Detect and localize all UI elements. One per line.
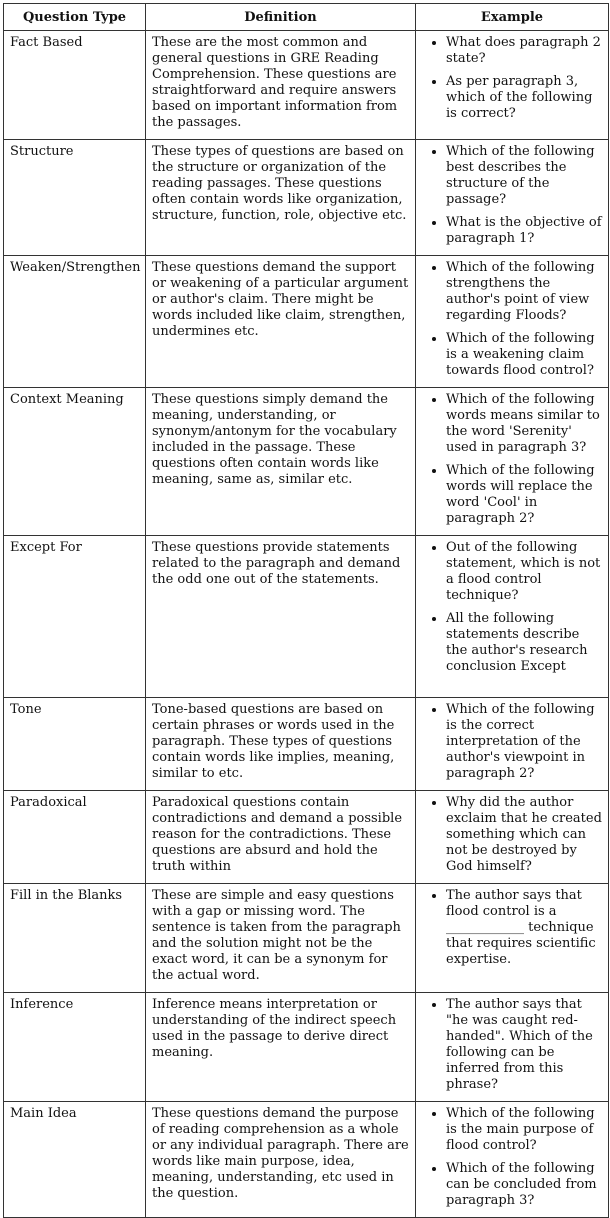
question-type-cell: Context Meaning: [4, 388, 146, 536]
example-item: • Which of the following can be concluded from paragraph 3?: [446, 1161, 602, 1209]
table-row: [4, 1102, 609, 1218]
example-item: • Which of the following is the main purpose of flood control?: [446, 1106, 602, 1154]
example-item: • As per paragraph 3, which of the following is correct?: [446, 74, 602, 122]
example-item: • What does paragraph 2 state?: [446, 35, 602, 67]
example-item: • Out of the following statement, which is not a flood control technique?: [446, 540, 602, 604]
example-cell: [416, 140, 609, 256]
question-type-cell: Except For: [4, 536, 146, 698]
definition-cell: Tone-based questions are based on certain phrases or words used in the paragraph. These types of questions contain words like implies, meaning, similar to etc.: [146, 698, 416, 791]
header-row: [4, 4, 609, 31]
example-item: • Which of the following strengthens the author's point of view regarding Floods?: [446, 260, 602, 324]
definition-cell: These questions demand the support or weakening of a particular argument or author's claim. There might be words included like claim, strengthen, undermines etc.: [146, 256, 416, 388]
question-type-cell: Fill in the Blanks: [4, 884, 146, 993]
example-item: • Which of the following is the correct interpretation of the author's viewpoint in paragraph 2?: [446, 702, 602, 782]
definition-cell: Paradoxical questions contain contradictions and demand a possible reason for the contradictions. These questions are absurd and hold the truth within: [146, 791, 416, 884]
example-cell: [416, 1102, 609, 1218]
table-row: [4, 791, 609, 884]
header-definition: Definition: [146, 4, 416, 31]
example-cell: [416, 388, 609, 536]
example-item: • Which of the following is a weakening claim towards flood control?: [446, 331, 602, 379]
question-type-cell: Weaken/Strengthen: [4, 256, 146, 388]
example-cell: [416, 884, 609, 993]
example-cell: [416, 698, 609, 791]
table-row: [4, 388, 609, 536]
example-cell: [416, 256, 609, 388]
table-row: [4, 140, 609, 256]
definition-cell: These questions provide statements related to the paragraph and demand the odd one out of the statements.: [146, 536, 416, 698]
table-row: [4, 536, 609, 698]
definition-cell: These types of questions are based on the structure or organization of the reading passages. These questions often contain words like organization, structure, function, role, objective etc.: [146, 140, 416, 256]
definition-cell: These questions simply demand the meaning, understanding, or synonym/antonym for the vocabulary included in the passage. These questions often contain words like meaning, same as, similar etc.: [146, 388, 416, 536]
question-type-cell: Fact Based: [4, 31, 146, 140]
example-item: • The author says that "he was caught red-handed". Which of the following can be inferred from this phrase?: [446, 997, 602, 1093]
example-item: • What is the objective of paragraph 1?: [446, 215, 602, 247]
definition-cell: These questions demand the purpose of reading comprehension as a whole or any individual paragraph. There are words like main purpose, idea, meaning, understanding, etc used in the question.: [146, 1102, 416, 1218]
example-cell: [416, 791, 609, 884]
example-item: • Which of the following best describes the structure of the passage?: [446, 144, 602, 208]
example-cell: [416, 993, 609, 1102]
example-item: • The author says that flood control is a ____________ technique that requires scientific expertise.: [446, 888, 602, 968]
example-item: • Which of the following words will replace the word 'Cool' in paragraph 2?: [446, 463, 602, 527]
question-type-cell: Inference: [4, 993, 146, 1102]
example-item: • Why did the author exclaim that he created something which can not be destroyed by God himself?: [446, 795, 602, 875]
question-types-table: [3, 3, 609, 1218]
example-cell: [416, 31, 609, 140]
header-question-type: Question Type: [4, 4, 146, 31]
question-type-cell: Structure: [4, 140, 146, 256]
table-row: [4, 993, 609, 1102]
example-item: • Which of the following words means similar to the word 'Serenity' used in paragraph 3?: [446, 392, 602, 456]
table-row: [4, 884, 609, 993]
question-type-cell: Paradoxical: [4, 791, 146, 884]
table-row: [4, 698, 609, 791]
header-example: Example: [416, 4, 609, 31]
example-item: • All the following statements describe the author's research conclusion Except: [446, 611, 602, 675]
definition-cell: These are the most common and general questions in GRE Reading Comprehension. These questions are straightforward and require answers based on important information from the passages.: [146, 31, 416, 140]
example-cell: [416, 536, 609, 698]
definition-cell: These are simple and easy questions with a gap or missing word. The sentence is taken from the paragraph and the solution might not be the exact word, it can be a synonym for the actual word.: [146, 884, 416, 993]
question-type-cell: Tone: [4, 698, 146, 791]
table-row: [4, 256, 609, 388]
question-type-cell: Main Idea: [4, 1102, 146, 1218]
table-row: [4, 31, 609, 140]
definition-cell: Inference means interpretation or understanding of the indirect speech used in the passage to derive direct meaning.: [146, 993, 416, 1102]
